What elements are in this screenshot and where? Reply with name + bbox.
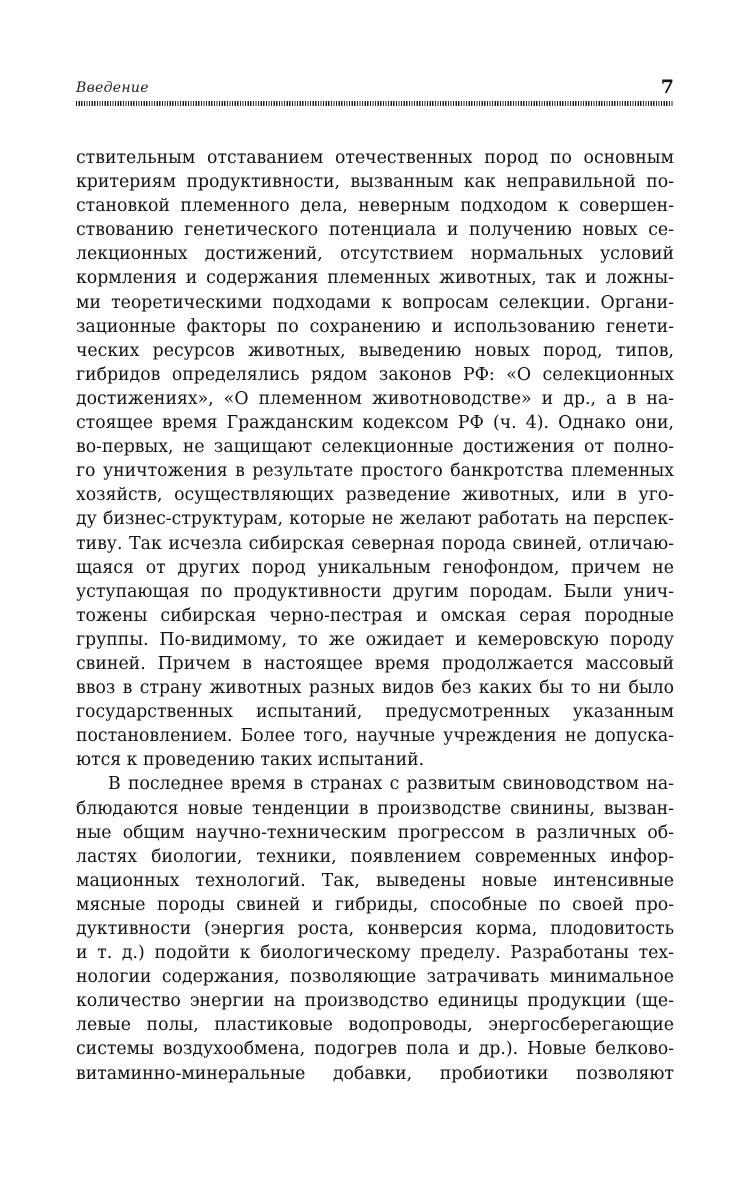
text-line: критериям продуктивности, вызванным как неправильной по- [76, 172, 674, 193]
text-line: тожены сибирская черно-пестрая и омская серая породные [76, 605, 674, 626]
text-line: становкой племенного дела, неверным подходом к совершен- [76, 196, 674, 217]
text-line: кормления и содержания племенных животных, так и ложны- [76, 268, 674, 289]
text-line: количество энергии на производство единицы продукции (ще- [76, 991, 674, 1012]
text-line: государственных испытаний, предусмотренных указанным [76, 702, 674, 723]
text-line: достижениях», «О племенном животноводстве» и др., а в на- [76, 388, 674, 409]
page-header [76, 78, 674, 104]
paragraph [76, 146, 674, 772]
text-line: ствительным отставанием отечественных пород по основным [76, 148, 674, 168]
text-line: ввоз в страну животных разных видов без каких бы то ни было [76, 678, 674, 699]
text-line: зационные факторы по сохранению и использованию генети- [76, 316, 674, 337]
text-line: щаяся от других пород уникальным генофондом, причем не [76, 557, 674, 578]
text-line: ластях биологии, техники, появлением современных инфор- [76, 846, 674, 867]
text-line: нологии содержания, позволяющие затрачивать минимальное [76, 967, 674, 988]
text-line: лекционных достижений, отсутствием нормальных условий [76, 244, 674, 265]
text-line: витаминно-минеральные добавки, пробиотики позволяют [76, 1063, 674, 1084]
text-line: стоящее время Гражданским кодексом РФ (ч. 4). Однако они, [76, 413, 674, 434]
text-line: ческих ресурсов животных, выведению новых пород, типов, [76, 340, 674, 361]
text-line: го уничтожения в результате простого банкротства племенных [76, 461, 674, 482]
text-line: гибридов определялись рядом законов РФ: «О селекционных [76, 364, 674, 385]
running-title: Введение [76, 80, 149, 96]
text-line: ствованию генетического потенциала и получению новых се- [76, 220, 674, 241]
text-line: группы. По-видимому, то же ожидает и кемеровскую породу [76, 629, 674, 650]
text-line: хозяйств, осуществляющих разведение животных, или в уго- [76, 485, 674, 506]
text-line: ду бизнес-структурам, которые не желают работать на перспек- [76, 509, 674, 530]
text-line: мационных технологий. Так, выведены новые интенсивные [76, 870, 674, 891]
text-line: системы воздухообмена, подогрев пола и др.). Новые белково- [76, 1039, 674, 1060]
page-number: 7 [660, 76, 674, 98]
text-line: постановлением. Более того, научные учреждения не допуска- [76, 726, 674, 747]
text-line: свиней. Причем в настоящее время продолжается массовый [76, 653, 674, 674]
text-line: блюдаются новые тенденции в производстве свинины, вызван- [76, 798, 674, 819]
header-rule [76, 101, 674, 106]
paragraph [76, 772, 674, 1085]
text-line: тиву. Так исчезла сибирская северная порода свиней, отличаю- [76, 533, 674, 554]
text-line: ные общим научно-техническим прогрессом в различных об- [76, 822, 674, 843]
text-line: ми теоретическими подходами к вопросам селекции. Органи- [76, 292, 674, 313]
text-line: дуктивности (энергия роста, конверсия корма, плодовитость [76, 919, 674, 939]
text-line: мясные породы свиней и гибриды, способные по своей про- [76, 894, 674, 915]
text-line: В последнее время в странах с развитым свиноводством на- [108, 774, 674, 795]
text-line: ются к проведению таких испытаний. [76, 750, 425, 771]
text-line: во-первых, не защищают селекционные достижения от полно- [76, 437, 674, 458]
body-text [76, 146, 674, 1086]
text-line: уступающая по продуктивности другим породам. Были унич- [76, 581, 674, 602]
text-line: левые полы, пластиковые водопроводы, энергосберегающие [76, 1015, 674, 1036]
text-line: и т. д.) подойти к биологическому пределу. Разработаны тех- [76, 943, 674, 964]
